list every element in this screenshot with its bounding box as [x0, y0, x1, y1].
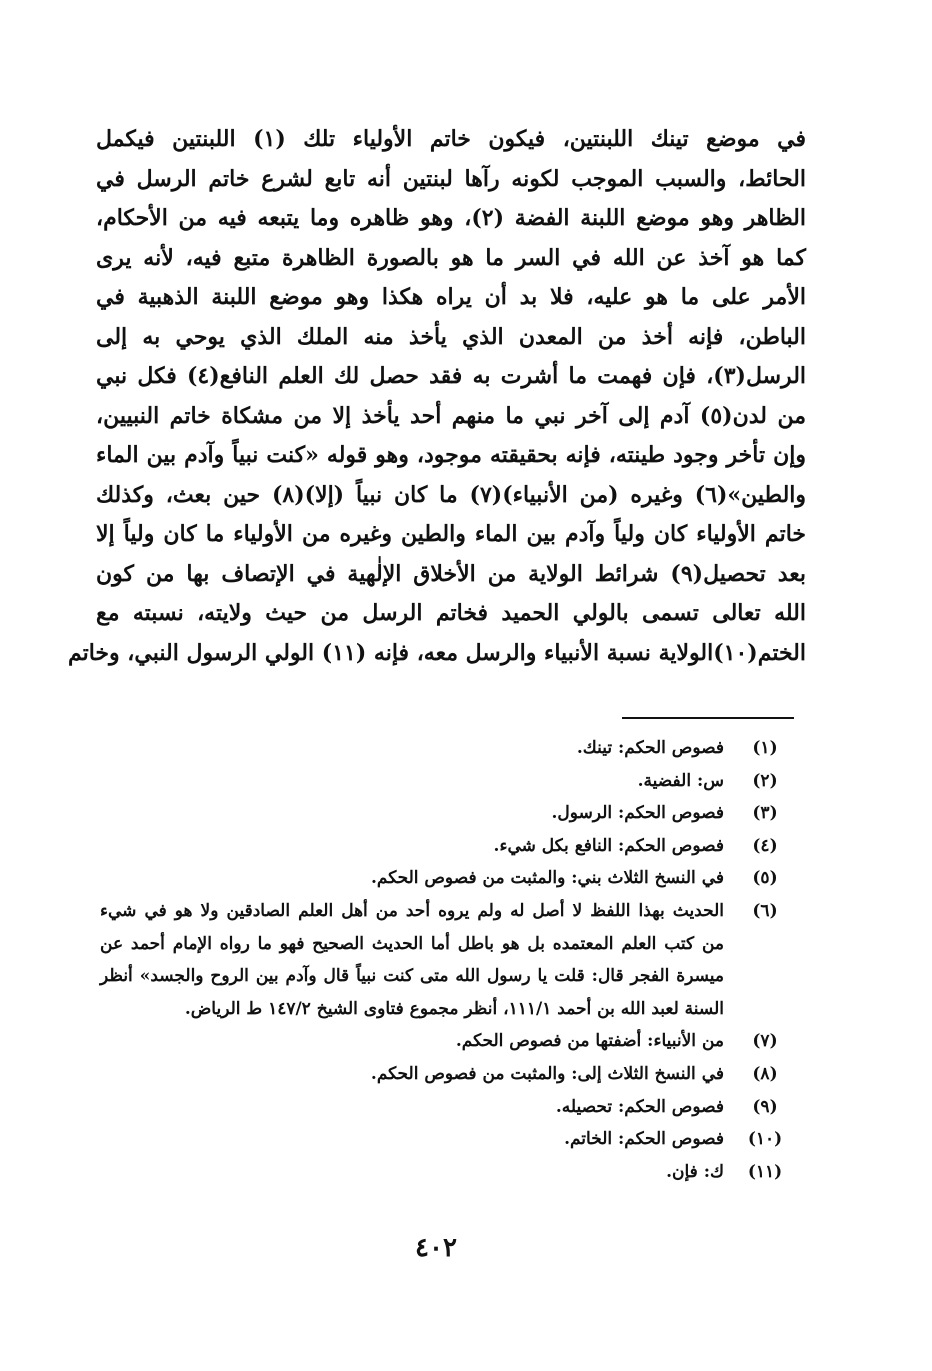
- footnote-number: (٢): [752, 770, 778, 791]
- footnote-text: [100, 1156, 730, 1189]
- footnote-line: س: الفضية.: [637, 770, 724, 791]
- footnote-line: الحديث بهذا اللفظ لا أصل له ولم يروه أحد من أهل العلم الصادقين ولا هو في شيء: [100, 900, 724, 921]
- footnote-line: في النسخ الثلاث إلى: والمثبت من فصوص الحكم.: [370, 1063, 724, 1084]
- main-text-line: الرسل(٣)، فإن فهمت ما أشرت به فقد حصل لك العلم النافع(٤) فكل نبي: [96, 363, 807, 389]
- footnote-item: [100, 797, 800, 830]
- footnote-line: من كتب العلم المعتمده بل هو باطل أما الحديث الصحيح فهو ما رواه الإمام أحمد عن: [100, 933, 724, 954]
- footnote-text: [100, 1123, 730, 1156]
- footnote-number: (٥): [752, 868, 778, 889]
- footnote-line: ك: فإن.: [666, 1161, 724, 1182]
- footnote-item: [100, 1123, 800, 1156]
- footnote-line: فصوص الحكم: الخاتم.: [564, 1129, 724, 1150]
- main-text-line: بعد تحصيل(٩) شرائط الولاية من الأخلاق الإلٰهية في الإتصاف بها من كون: [96, 560, 806, 587]
- footnote-number: (٨): [752, 1063, 778, 1084]
- footnote-item: [100, 1091, 800, 1124]
- footnote-number: (١): [752, 738, 778, 758]
- footnote-item: [100, 1058, 800, 1091]
- main-text-line: الظاهر وهو موضع اللبنة الفضة (٢)، وهو ظاهره وما يتبعه فيه من الأحكام،: [96, 205, 806, 231]
- footnote-text: [100, 797, 730, 830]
- footnote-item: [100, 895, 800, 1025]
- footnote-item: [100, 1156, 800, 1189]
- footnote-line: السنة لعبد الله بن أحمد ١١١/١، أنظر مجموع فتاوى الشيخ ١٤٧/٢ ط الرياض.: [184, 998, 724, 1019]
- footnote-line: فصوص الحكم: الرسول.: [551, 803, 724, 824]
- main-text-line: الباطن، فإنه أخذ من المعدن الذي يأخذ منه الملك الذي يوحي به إلى: [96, 323, 806, 350]
- footnote-item: [100, 830, 800, 863]
- main-text-line: في موضع تينك اللبنتين، فيكون خاتم الأولياء تلك (١) اللبنتين فيكمل: [96, 126, 807, 152]
- footnote-line: في النسخ الثلاث بني: والمثبت من فصوص الحكم.: [370, 868, 724, 889]
- footnote-item: [100, 1025, 800, 1058]
- footnote-text: [100, 732, 730, 765]
- footnote-item: [100, 862, 800, 895]
- footnote-text: [100, 1058, 730, 1091]
- main-text-line: الختم(١٠)الولاية نسبة الأنبياء والرسل معه، فإنه (١١) الولي الرسول النبي، وخاتم: [67, 639, 806, 666]
- page-number: ٤٠٢: [415, 1233, 457, 1263]
- footnote-text: [100, 765, 730, 798]
- footnote-text: [100, 1025, 730, 1058]
- footnote-item: [100, 732, 800, 765]
- footnote-text: [100, 1091, 730, 1124]
- footnote-number: (١١): [747, 1161, 783, 1182]
- footnotes-block: [100, 732, 800, 1188]
- main-text-block: [67, 120, 807, 673]
- main-text-line: الحائط، والسبب الموجب لكونه رآها لبنتين أنه تابع لشرع خاتم الرسل في: [96, 165, 806, 192]
- footnote-line: فصوص الحكم: تحصيله.: [555, 1096, 724, 1117]
- main-text-line: خاتم الأولياء كان ولياً وآدم بين الماء والطين وغيره من الأولياء ما كان ولياً إلا: [96, 521, 806, 547]
- footnote-number: (٣): [752, 803, 778, 824]
- footnote-number: (٧): [752, 1031, 778, 1052]
- footnote-separator: [622, 717, 794, 719]
- main-text-line: الأمر على ما هو عليه، فلا بد أن يراه هكذا وهو موضع اللبنة الذهبية في: [96, 284, 806, 310]
- main-text-line: والطين»(٦) وغيره (من الأنبياء)(٧) ما كان نبياً (إلا)(٨) حين بعث، وكذلك: [96, 481, 807, 508]
- footnote-number: (١٠): [747, 1129, 783, 1150]
- footnote-number: (٩): [752, 1096, 778, 1117]
- footnote-line: من الأنبياء: أضفتها من فصوص الحكم.: [455, 1031, 724, 1052]
- footnote-line: ميسرة الفجر قال: قلت يا رسول الله متى كنت نبياً قال وآدم بين الروح والجسد» أنظر: [100, 966, 724, 987]
- footnote-line: فصوص الحكم: النافع بكل شيء.: [493, 835, 724, 856]
- footnote-text: [100, 830, 730, 863]
- footnote-number: (٦): [752, 900, 778, 921]
- footnote-item: [100, 765, 800, 798]
- main-text-line: الله تعالى تسمى بالولي الحميد فخاتم الرسل من حيث ولايته، نسبته مع: [96, 600, 806, 626]
- footnote-text: [100, 895, 730, 1025]
- main-text-line: وإن تأخر وجود طينته، فإنه بحقيقته موجود، وهو قوله «كنت نبياً وآدم بين الماء: [96, 442, 806, 468]
- footnote-line: فصوص الحكم: تينك.: [576, 738, 724, 758]
- footnote-text: [100, 862, 730, 895]
- main-text-line: كما هو آخذ عن الله في السر ما هو بالصورة الظاهرة متبع فيه، لأنه يرى: [96, 244, 806, 271]
- footnote-number: (٤): [752, 835, 778, 856]
- main-text-line: من لدن(٥) آدم إلى آخر نبي ما منهم أحد يأخذ إلا من مشكاة خاتم النبيين،: [96, 402, 806, 429]
